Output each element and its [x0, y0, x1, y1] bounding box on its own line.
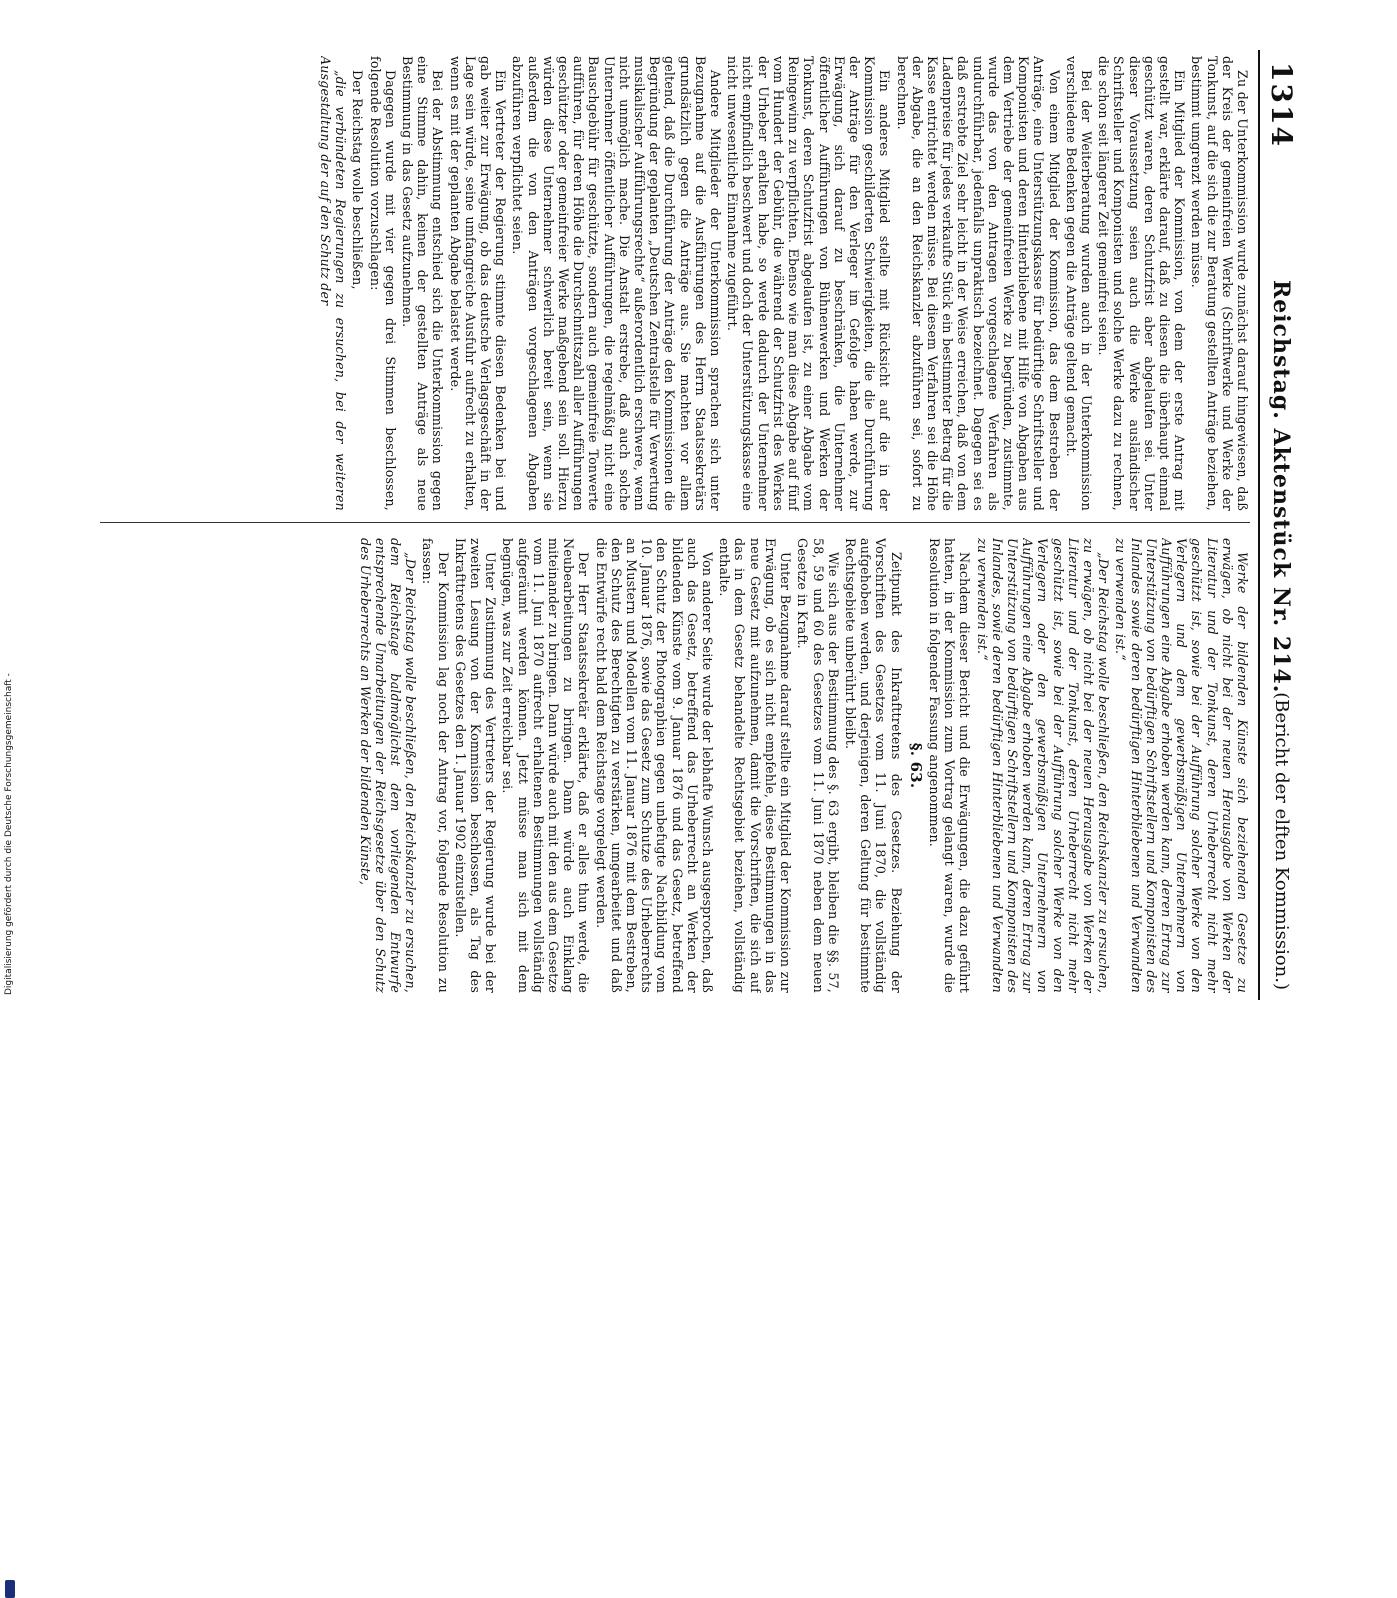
- paragraph: Ein Mitglied der Kommission, von dem der erste Antrag mit gestellt war, erklärte darauf, daß zu diesen die überhaupt einmal geschützt waren, deren Schutzfrist aber abgelaufen sei. Unter dieser Voraussetzung seien auch die Werke ausländischer Schriftsteller und Komponisten und solche Werke dazu zu rechnen, die schon seit längerer Zeit gemeinfrei seien.: [1096, 56, 1188, 511]
- paragraph: Der Reichstag wolle beschließen,: [350, 70, 366, 290]
- paragraph: Der Herr Staatssekretär erklärte, daß er alles thun werde, die Neubearbeitungen zu bringen. Dann würde auch Einklang miteinander zu bringen. Dann würde auch mit den aus dem Gesetze vom 11. Juni 1870 aufrecht erhaltenen Bestimmungen vollständig aufgeräumt werden können. Jetzt müsse man sich mit dem begnügen, was zur Zeit erreichbar sei.: [500, 538, 592, 993]
- left-column: [100, 56, 1250, 511]
- resolution-quote: „Der Reichstag wolle beschließen, den Reichskanzler zu ersuchen, dem Reichstage baldmöglichst dem vorliegenden Entwurfe entsprechende Umarbeitungen der Reichsgesetze über den Schutz des Urheberrechts an Werken der bildenden Künste,: [357, 538, 419, 993]
- page-header: [1258, 50, 1300, 1000]
- paragraph: Von anderer Seite wurde der lebhafte Wunsch ausgesprochen, daß auch das Gesetz, betreffend das Urheberrecht an Werken der bildenden Künste vom 9. Januar 1876 und das Gesetz, betreffend den Schutz der Photographien gegen unbefugte Nachbildung vom 10. Januar 1876, sowie das Gesetz zum Schutze des Urheberrechts an Mustern und Modellen vom 11. Januar 1876 mit dem Bestreben, den Schutz des Berechtigten zu verstärken, umgearbeitet und daß die Entwürfe recht bald dem Reichstage vorgelegt werden.: [593, 538, 716, 993]
- column-divider: [100, 522, 1250, 523]
- resolution-quote: „die verbündeten Regierungen zu ersuchen, bei der weiteren Ausgestaltung der auf den Schutz der: [318, 56, 349, 511]
- paragraph: Ein anderes Mitglied stellte mit Rücksicht auf die in der Kommission geschilderten Schwierigkeiten, die die Durchführung der Anträge für den Verleger im Gefolge haben werde, zur Erwägung, sich darauf zu beschränken, die Unternehmer öffentlicher Aufführungen von Bühnenwerken und Werken der Tonkunst, deren Schutzfrist abgelaufen ist, zu einer Abgabe vom Reingewinn zu verpflichten. Ebenso wie man diese Abgabe auf fünf vom Hundert der Gebühr, die während der Schutzfrist des Werkes der Urheber erhalten habe, so werde dadurch der Unternehmer nicht empfindlich beschwert und doch der Unterstützungskasse eine nicht unwesentliche Einnahme zugeführt.: [725, 56, 893, 511]
- section-summary: Zeitpunkt des Inkrafttretens des Gesetzes. Beziehung der Vorschriften des Gesetzes vom 11. Juni 1870, die vollständig aufgehoben werden, und derjenigen, deren Geltung für bestimmte Rechtsgebiete unberührt bleibt.: [842, 538, 904, 993]
- resolution-quote: „Der Reichstag wolle beschließen, den Reichskanzler zu ersuchen, zu erwägen, ob nicht bei der neuen Herausgabe von Werken der Literatur und der Tonkunst, deren Urheberrecht nicht mehr geschützt ist, sowie bei der Aufführung solcher Werke von den Verlegern oder den gewerbsmäßigen Unternehmern von Aufführungen eine Abgabe erhoben werden kann, deren Ertrag zur Unterstützung von bedürftigen Schriftstellern und Komponisten des Inlandes, sowie deren bedürftigen Hinterbliebenen und Verwandten zu verwenden ist.“: [974, 538, 1112, 993]
- document-page: [90, 50, 1300, 1000]
- paragraph: Ein Vertreter der Regierung stimmte diesen Bedenken bei und gab weiter zur Erwägung, ob das deutsche Verlagsgeschäft in der Lage sein würde, seine umfangreiche Ausfuhr aufrecht zu erhalten, wenn es mit der geplanten Abgabe belastet werde.: [447, 56, 509, 511]
- paragraph: Dagegen wurde mit vier gegen drei Stimmen beschlossen, folgende Resolution vorzuschlagen:: [367, 56, 398, 511]
- dfg-logo: [5, 1580, 15, 1598]
- resolution-quote: Werke der bildenden Künste sich beziehenden Gesetze zu erwägen, ob nicht bei der neuen Herausgabe von Werken der Literatur und der Tonkunst, deren Urheberrecht nicht mehr geschützt ist, sowie bei der Aufführung solcher Werke von den Verlegern und dem gewerbsmäßigen Unternehmern von Aufführungen eine Abgabe erhoben werden kann, deren Ertrag zur Unterstützung von bedürftigen Schriftstellern und Komponisten des Inlandes sowie deren bedürftigen Hinterbliebenen und Verwandten zu verwenden ist.“: [1113, 538, 1250, 993]
- page-title: Reichstag. Aktenstück Nr. 214.: [1268, 280, 1294, 694]
- page-number: 1314: [1265, 62, 1298, 148]
- digitization-footer: [4, 605, 16, 995]
- digitization-credit: Digitalisierung gefördert durch die Deutsche Forschungsgemeinschaft -: [4, 673, 14, 995]
- paragraph: Von einem Mitglied der Kommission, das dem Bestreben der Anträge, eine Unterstützungskasse für bedürftige Schriftsteller und Komponisten und deren Hinterbliebene mit Hilfe von Abgaben aus dem Vertriebe der gemeinfreien Werke zu begründen, zustimmte, wurde das von den Antragen vorgeschlagene Verfahren als undurchführbar, jedenfalls unpraktisch bezeichnet. Dagegen sei es daß erstrebte Ziel sehr leicht in der Weise erreichen, daß von dem Ladenpreise für jedes verkaufte Stück ein bestimmter Betrag für die Kasse entrichtet werden müsse. Bei diesem Verfahren sei die Höhe der Abgabe, die an den Reichskanzler abzuführen sei, sofort zu berechnen.: [894, 56, 1062, 511]
- paragraph: Zu der Unterkommission wurde zunächst darauf hingewiesen, daß der Kreis der gemeinfreien Werke (Schriftwerke und Werke der Tonkunst, auf die sich die zur Beratung gestellten Anträge beziehen, bestimmt umgrenzt werden müsse.: [1189, 56, 1250, 511]
- paragraph: Wie sich aus der Bestimmung des §. 63 ergibt, bleiben die §§. 57, 58, 59 und 60 des Gesetzes vom 11. Juni 1870 neben dem neuen Gesetze in Kraft.: [795, 538, 841, 993]
- section-heading: §. 63.: [906, 742, 925, 789]
- paragraph: Nachdem dieser Bericht und die Erwägungen, die dazu geführt hatten, in der Kommission zum Vortrag gelangt waren, wurde die Resolution in folgender Fassung angenommen.: [926, 538, 973, 993]
- paragraph: Unter Bezugnahme darauf stellte ein Mitglied der Kommission zur Erwägung, ob es sich nicht empfehle, diese Bestimmungen in das neue Gesetz mit aufzunehmen, damit die Vorschriften, die sich auf das in dem Gesetz behandelte Rechtsgebiet beziehen, vollständig enthalte.: [717, 538, 794, 993]
- paragraph: Andere Mitglieder der Unterkommission sprachen sich unter Bezugnahme auf die Ausführungen des Herrn Staatssekretärs grundsätzlich gegen die Anträge aus. Sie machten vor allem geltend, daß die Durchführung der Anträge den Kommissionen die Begründung der geplanten „Deutschen Zentralstelle für Verwertung musikalischer Aufführungsrechte“ außerordentlich erschwere, wenn nicht unmöglich mache. Die Anstalt erstrebe, daß auch solche Unternehmer öffentlicher Aufführungen, die regelmäßig nicht eine Bauschgebühr für geschützte, sondern auch gemeinfreie Tonwerte aufführen, für deren Höhe die Durchschnittszahl aller Aufführungen geschützter oder gemeinfreier Werke maßgebend sein soll. Hierzu würden diese Unternehmer schwerlich bereit sein, wenn sie außerdem die von den Anträgen vorgeschlagenen Abgaben abzuführen verpflichtet seien.: [510, 56, 724, 511]
- text-columns: [100, 50, 1250, 1000]
- paragraph: Der Kommission lag noch der Antrag vor, folgende Resolution zu fassen:: [420, 538, 451, 993]
- paragraph: Bei der Weiterberatung wurden auch in der Unterkommission verschiedene Bedenken gegen die Anträge geltend gemacht.: [1063, 56, 1094, 511]
- paragraph: Bei der Abstimmung entschied sich die Unterkommission gegen eine Stimme dahin, keinen der gestellten Anträge als neue Bestimmung in das Gesetz aufzunehmen.: [400, 56, 446, 511]
- paragraph: Unter Zustimmung des Vertreters der Regierung wurde bei der zweiten Lesung von der Kommission beschlossen, als Tag des Inkrafttretens des Gesetzes den 1. Januar 1902 einzustellen.: [452, 538, 499, 993]
- page-subtitle: (Bericht der elften Kommission.): [1271, 692, 1292, 990]
- right-column: [100, 538, 1250, 993]
